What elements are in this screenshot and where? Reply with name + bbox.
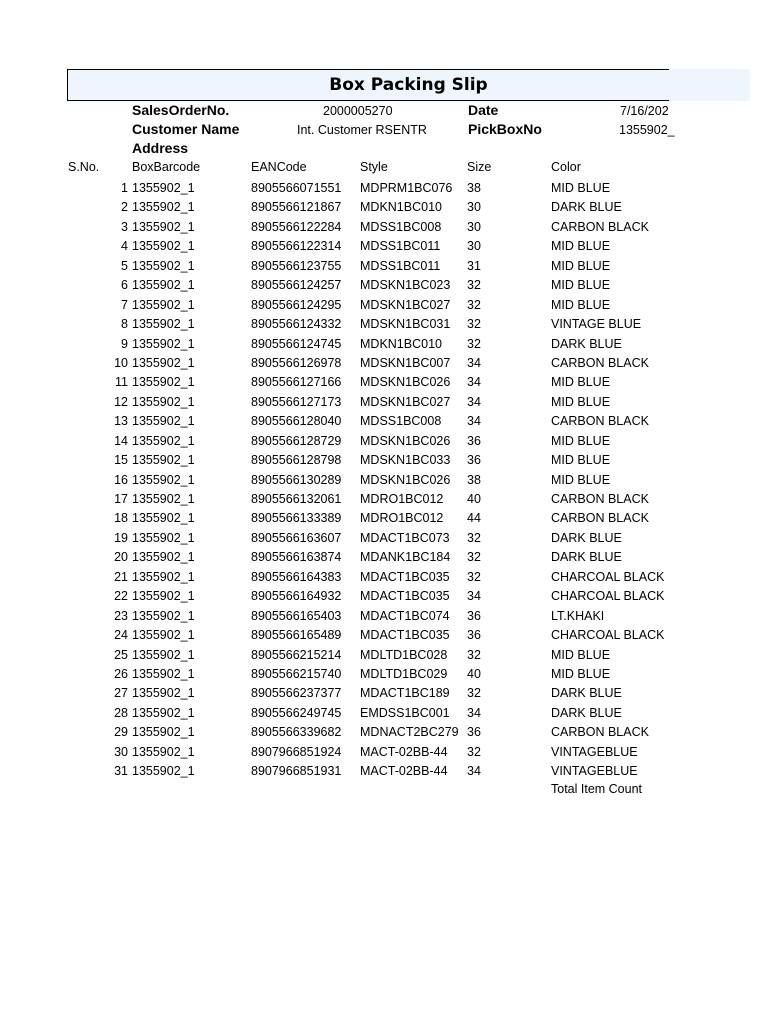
row-eancode: 8905566237377 [251,686,342,701]
row-sno: 17 [114,492,128,506]
row-color: MID BLUE [551,278,611,293]
row-eancode: 8905566128798 [251,453,342,468]
row-sno: 12 [114,394,128,409]
row-eancode: 8905566122284 [251,219,342,234]
row-sno: 20 [114,550,128,565]
row-size: 32 [467,336,481,351]
row-size: 34 [467,764,481,779]
row-eancode: 8905566124745 [251,336,342,351]
row-color: MID BLUE [551,239,611,254]
row-eancode: 8905566339682 [251,725,342,740]
row-eancode: 8905566124295 [251,297,342,312]
row-color: CARBON BLACK [551,414,649,429]
col-header-sno: S.No. [68,160,100,174]
row-boxbarcode: 1355902_1 [132,647,195,662]
row-size: 32 [467,686,481,701]
row-boxbarcode: 1355902_1 [132,278,195,293]
row-color: CHARCOAL BLACK [551,589,665,604]
row-boxbarcode: 1355902_1 [132,219,195,234]
row-color: CARBON BLACK [551,511,649,526]
row-style: MDRO1BC012 [360,511,444,526]
row-size: 40 [467,666,481,681]
row-color: DARK BLUE [551,530,622,545]
row-boxbarcode: 1355902_1 [132,725,195,740]
page-title: Box Packing Slip [329,75,488,95]
row-size: 32 [467,647,481,662]
row-style: MDSS1BC011 [360,258,441,273]
row-eancode: 8905566163874 [251,550,342,565]
row-eancode: 8905566133389 [251,511,342,526]
row-size: 30 [467,239,481,254]
row-color: CHARCOAL BLACK [551,569,665,584]
row-color: CARBON BLACK [551,355,649,370]
date-value: 7/16/202 [620,104,669,118]
row-eancode: 8905566132061 [251,492,342,506]
row-sno: 2 [121,200,128,215]
row-style: MDSKN1BC027 [360,297,451,312]
row-color: MID BLUE [551,181,611,195]
row-boxbarcode: 1355902_1 [132,394,195,409]
row-style: MDSKN1BC007 [360,355,451,370]
row-color: MID BLUE [551,297,611,312]
row-color: MID BLUE [551,394,611,409]
row-boxbarcode: 1355902_1 [132,666,195,681]
row-sno: 24 [114,628,128,643]
pickbox-value: 1355902_ [619,123,675,137]
row-size: 34 [467,414,481,429]
row-sno: 4 [121,239,128,254]
row-eancode: 8905566127166 [251,375,342,390]
row-eancode: 8905566126978 [251,355,342,370]
row-style: MDRO1BC012 [360,492,444,506]
row-sno: 10 [114,355,128,370]
row-boxbarcode: 1355902_1 [132,569,195,584]
row-boxbarcode: 1355902_1 [132,297,195,312]
row-boxbarcode: 1355902_1 [132,608,195,623]
row-style: MDLTD1BC028 [360,647,448,662]
row-boxbarcode: 1355902_1 [132,239,195,254]
row-boxbarcode: 1355902_1 [132,336,195,351]
row-eancode: 8905566124257 [251,278,342,293]
row-sno: 21 [114,569,128,584]
row-style: MDSS1BC011 [360,239,441,254]
row-eancode: 8905566249745 [251,705,342,720]
row-sno: 19 [114,530,128,545]
row-size: 34 [467,355,481,370]
total-item-count-label: Total Item Count [551,782,643,796]
row-color: CHARCOAL BLACK [551,628,665,643]
row-eancode: 8905566122314 [251,239,342,254]
row-size: 32 [467,530,481,545]
col-header-boxbarcode: BoxBarcode [132,160,201,174]
row-style: MDACT1BC189 [360,686,450,701]
row-style: MACT-02BB-44 [360,744,448,759]
row-boxbarcode: 1355902_1 [132,355,195,370]
row-color: VINTAGEBLUE [551,744,638,759]
row-size: 32 [467,317,481,332]
row-style: MDSS1BC008 [360,219,442,234]
row-sno: 18 [114,511,128,526]
row-color: CARBON BLACK [551,492,649,506]
row-boxbarcode: 1355902_1 [132,181,195,195]
row-style: MDSKN1BC027 [360,394,451,409]
row-size: 36 [467,628,481,643]
row-style: MDACT1BC035 [360,569,450,584]
row-size: 36 [467,453,481,468]
row-size: 30 [467,200,481,215]
col-header-style: Style [360,160,388,174]
row-style: MDSKN1BC026 [360,433,451,448]
row-style: MDACT1BC035 [360,589,450,604]
row-color: MID BLUE [551,453,611,468]
row-eancode: 8905566164932 [251,589,342,604]
row-size: 40 [467,492,481,506]
customer-name-value: Int. Customer RSENTR [297,123,427,137]
col-header-size: Size [467,160,492,174]
row-eancode: 8905566128729 [251,433,342,448]
row-sno: 8 [121,317,128,332]
row-style: MACT-02BB-44 [360,764,448,779]
row-color: MID BLUE [551,472,611,487]
row-style: MDANK1BC184 [360,550,451,565]
row-sno: 26 [114,666,128,681]
row-size: 34 [467,394,481,409]
row-style: MDSKN1BC023 [360,278,451,293]
row-color: LT.KHAKI [551,608,605,623]
row-eancode: 8905566124332 [251,317,342,332]
row-eancode: 8905566215740 [251,666,342,681]
row-sno: 3 [121,219,128,234]
row-style: MDACT1BC073 [360,530,450,545]
row-size: 31 [467,258,481,273]
row-color: DARK BLUE [551,336,622,351]
row-size: 38 [467,181,481,195]
row-size: 32 [467,569,481,584]
row-sno: 25 [114,647,128,662]
row-boxbarcode: 1355902_1 [132,317,195,332]
row-sno: 29 [114,725,128,740]
row-eancode: 8905566165403 [251,608,342,623]
row-boxbarcode: 1355902_1 [132,530,195,545]
row-boxbarcode: 1355902_1 [132,589,195,604]
row-style: MDKN1BC010 [360,200,442,215]
row-sno: 15 [114,453,128,468]
row-eancode: 8905566163607 [251,530,342,545]
row-eancode: 8905566130289 [251,472,342,487]
row-eancode: 8907966851924 [251,744,342,759]
row-color: MID BLUE [551,666,611,681]
row-boxbarcode: 1355902_1 [132,453,195,468]
row-boxbarcode: 1355902_1 [132,200,195,215]
row-eancode: 8905566215214 [251,647,342,662]
row-color: DARK BLUE [551,705,622,720]
row-eancode: 8905566165489 [251,628,342,643]
row-eancode: 8905566128040 [251,414,342,429]
row-size: 36 [467,433,481,448]
row-color: MID BLUE [551,433,611,448]
row-style: MDPRM1BC076 [360,181,453,195]
row-boxbarcode: 1355902_1 [132,258,195,273]
row-boxbarcode: 1355902_1 [132,414,195,429]
row-size: 44 [467,511,481,526]
row-sno: 22 [114,589,128,604]
col-header-eancode: EANCode [251,160,307,174]
row-boxbarcode: 1355902_1 [132,764,195,779]
row-size: 36 [467,608,481,623]
row-boxbarcode: 1355902_1 [132,628,195,643]
row-style: MDSKN1BC026 [360,375,451,390]
row-sno: 7 [121,297,128,312]
row-style: MDSKN1BC031 [360,317,451,332]
row-eancode: 8907966851931 [251,764,342,779]
row-eancode: 8905566071551 [251,181,342,195]
col-header-color: Color [551,160,581,174]
row-eancode: 8905566127173 [251,394,342,409]
row-color: MID BLUE [551,258,611,273]
row-sno: 30 [114,744,128,759]
row-style: MDSKN1BC026 [360,472,451,487]
row-color: VINTAGEBLUE [551,764,638,779]
row-sno: 11 [115,375,128,390]
row-boxbarcode: 1355902_1 [132,511,195,526]
row-boxbarcode: 1355902_1 [132,433,195,448]
row-color: MID BLUE [551,647,611,662]
row-sno: 13 [114,414,128,429]
row-size: 32 [467,297,481,312]
row-size: 38 [467,472,481,487]
row-style: MDACT1BC035 [360,628,450,643]
row-sno: 5 [121,258,128,273]
row-size: 36 [467,725,481,740]
row-boxbarcode: 1355902_1 [132,550,195,565]
row-size: 34 [467,375,481,390]
row-color: CARBON BLACK [551,725,649,740]
row-size: 30 [467,219,481,234]
row-eancode: 8905566164383 [251,569,342,584]
row-size: 34 [467,589,481,604]
row-color: CARBON BLACK [551,219,649,234]
row-style: MDACT1BC074 [360,608,450,623]
row-sno: 31 [114,764,128,779]
row-color: VINTAGE BLUE [551,317,642,332]
row-style: MDSKN1BC033 [360,453,451,468]
row-color: DARK BLUE [551,550,622,565]
pickbox-label: PickBoxNo [468,121,542,137]
sales-order-value: 2000005270 [323,104,393,118]
row-boxbarcode: 1355902_1 [132,686,195,701]
row-sno: 14 [114,433,128,448]
row-size: 32 [467,744,481,759]
row-boxbarcode: 1355902_1 [132,744,195,759]
row-sno: 28 [114,705,128,720]
row-size: 32 [467,550,481,565]
row-boxbarcode: 1355902_1 [132,472,195,487]
sales-order-label: SalesOrderNo. [132,102,230,118]
customer-name-label: Customer Name [132,121,240,137]
date-label: Date [468,102,499,118]
row-style: MDKN1BC010 [360,336,442,351]
row-eancode: 8905566123755 [251,258,342,273]
row-size: 34 [467,705,481,720]
row-style: EMDSS1BC001 [360,705,450,720]
row-sno: 9 [121,336,128,351]
row-sno: 27 [114,686,128,701]
row-sno: 6 [121,278,128,293]
row-boxbarcode: 1355902_1 [132,705,195,720]
row-style: MDSS1BC008 [360,414,442,429]
row-sno: 23 [114,608,128,623]
row-boxbarcode: 1355902_1 [132,375,195,390]
row-eancode: 8905566121867 [251,200,342,215]
row-style: MDLTD1BC029 [360,666,448,681]
address-label: Address [132,140,189,156]
row-boxbarcode: 1355902_1 [132,492,195,506]
row-color: MID BLUE [551,375,611,390]
row-style: MDNACT2BC279 [360,725,459,740]
row-sno: 16 [114,472,128,487]
row-color: DARK BLUE [551,200,622,215]
row-sno: 1 [121,181,128,195]
row-color: DARK BLUE [551,686,622,701]
row-size: 32 [467,278,481,293]
